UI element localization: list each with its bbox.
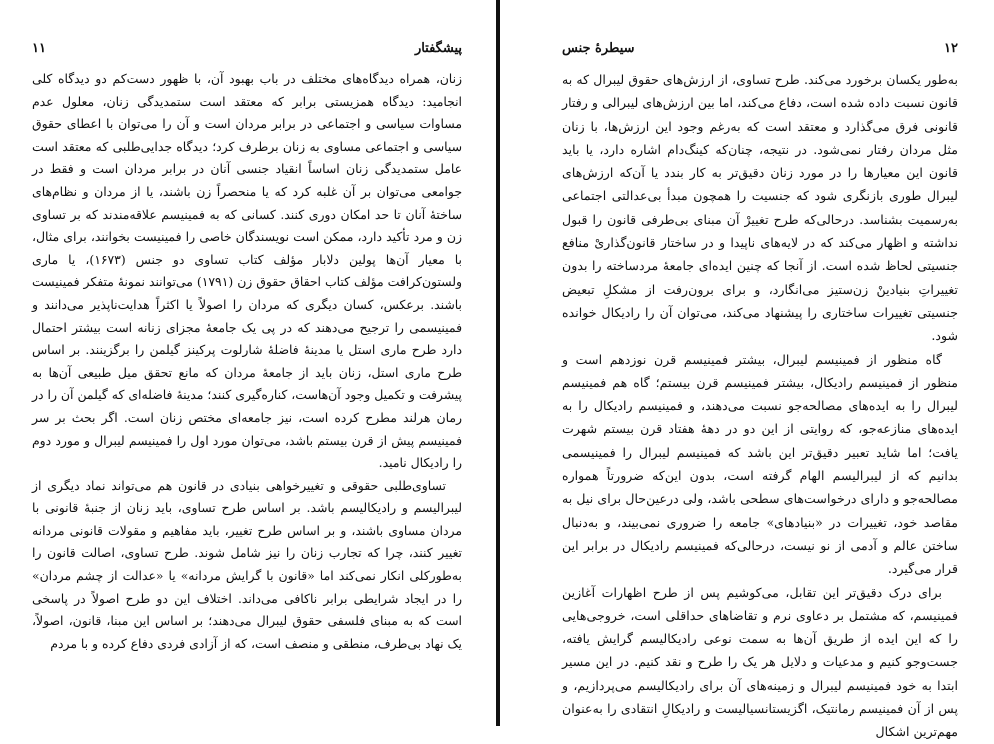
running-head: [562, 38, 958, 60]
paragraph: به‌طور یکسان برخورد می‌کند. طرح تساوی، از ارزش‌های حقوق لیبرال که به قانون نسبت داده شده است، دفاع می‌کند، اما بین ارزش‌های لیبرالی و رفتار قانونی فرق می‌گذارد و معتقد است که به‌رغم وجود این ارزش‌ها، با زنان مثل مردان رفتار نمی‌شود. در نتیجه، چنان‌که کینگ‌دام اشاره دارد، یا باید قانون این معیارها را در مورد زنان دقیق‌تر به کار بندد یا آن‌که ارزش‌های لیبرال طوری بازنگری شود که جنسیت را همچون مبدأ بی‌عدالتی اجتماعی به‌رسمیت بشناسد. درحالی‌که طرح تغییرْ آن مبنای بی‌طرفی قانون را قبول نداشته و اظهار می‌کند که در لایه‌های ناپیدا و در ساختار قانون‌گذاریْ منافع جنسیتی لحاظ شده است. از آنجا که چنین ایده‌ای جامعهٔ مردساخته را بدون تغییراتِ بنیادینْ زن‌ستیز می‌انگارد، و برای برون‌رفت از مشکلِ تبعیض جنسیتی تغییرات ساختاری را پیشنهاد می‌کند، می‌توان آن را رادیکال خوانده شود.: [562, 72, 958, 344]
body-text: [32, 68, 462, 655]
left-page: [0, 0, 496, 726]
running-head: [32, 38, 462, 60]
paragraph: زنان، همراه دیدگاه‌های مختلف در باب بهبود آن، با ظهور دست‌کم دو دیدگاه کلی انجامید: دیدگاه همزیستی برابر که معتقد است ستمدیدگی زنان، معلول عدم مساوات سیاسی و اجتماعی در برابر مردان است و آن را می‌توان با اعطای حقوق سیاسی و اجتماعی مساوی به زنان برطرف کرد؛ دیدگاه جدایی‌طلبی که معتقد است عامل ستمدیدگی زنان اساساً انقیاد جنسی آنان در برابر مردان است و فقط در جوامعی می‌توان بر آن غلبه کرد که یا منحصراً زن باشند، یا از مردان و نظام‌های ساختهٔ آنان تا حد امکان دوری کنند. کسانی که به فمینیسم علاقه‌مندند که بر تساوی زن و مرد تأکید دارد، ممکن است نویسندگان خاصی را فمینیست بخوانند، برای مثال، با معیار آن‌ها پولین دلابار مؤلف کتاب تساوی دو جنس (۱۶۷۳)، یا ماری ولستون‌کرافت مؤلف کتاب احقاق حقوق زن (۱۷۹۱) می‌توانند نمونهٔ متفکر فمینیست باشند. برعکس، کسان دیگری که مردان را اصولاً یا اکثراً هدایت‌ناپذیر می‌دانند و فمینیسمی را ترجیح می‌دهند که در پی یک جامعهٔ مجزای زنانه است بیشتر احتمال دارد طرح ماری استل یا مدینهٔ فاضلهٔ شارلوت پرکینز گیلمن را برگزینند. بر اساس طرح ماری استل، زنان باید از جامعهٔ مردان که مانع تحقق میل طبیعی آن‌ها به پیشرفت و تکمیل وجود آن‌هاست، کناره‌گیری کنند؛ مدینهٔ فاضله‌ای که گیلمن آن را در رمان هرلند مطرح کرده است، نیز جامعه‌ای مختص زنان است. اگر بحث بر سر فمینیسم پیش از قرن بیستم باشد، می‌توان مورد اول را فمینیسم لیبرال و مورد دوم را رادیکال نامید.: [32, 71, 463, 471]
running-title: پیشگفتار: [414, 41, 462, 56]
right-page: [500, 0, 994, 740]
page-number: ۱۱: [32, 41, 46, 56]
page-number: ۱۲: [944, 41, 958, 56]
paragraph: گاه منظور از فمینیسم لیبرال، بیشتر فمینیسم قرن نوزدهم است و منظور از فمینیسم رادیکال، بیشتر فمینیسم قرن بیستم؛ گاه هم فمینیسم لیبرال را به ایده‌های مصالحه‌جو نسبت می‌دهند، و فمینیسم رادیکال را به ایده‌های منازعه‌جو، که روایتی از این دو در دههٔ هفتاد قرن بیستم شهرت یافت؛ اما شاید تعبیر دقیق‌تر این باشد که فمینیسم لیبرال را فمینیسمی بدانیم که از لیبرالیسم الهام گرفته است، بدون این‌که ضرورتاً همواره مصالحه‌جو و دارای درخواست‌های سطحی باشد، ولی درعین‌حال برای نیل به مقاصد خود، تغییرات در «بنیادهای» جامعه را ضروری نمی‌بیند، و به‌دنبال ساختن عالم و آدمی از نو نیست، درحالی‌که فمینیسم رادیکال در برابر این قرار می‌گیرد.: [562, 351, 958, 577]
paragraph: تساوی‌طلبی حقوقی و تغییرخواهی بنیادی در قانون هم می‌تواند نماد دیگری از لیبرالیسم و رادیکالیسم باشد. بر اساس طرح تساوی، باید زنان از جنبهٔ قانونی با مردان مساوی باشند، و بر اساس طرح تغییر، باید مفاهیم و مقولات قانونی مردانه تغییر کنند، چرا که تجارب زنان را نیز شامل شوند. طرح تساوی، اصالت قانون را به‌طورکلی انکار نمی‌کند اما «قانون با گرایش مردانه» یا «عدالت از چشم مردان» را در ایجاد شرایطی برابر ناکافی می‌داند. اختلاف این دو طرح اصولاً در پاسخی است که به مبنای فلسفی حقوق لیبرال می‌دهند؛ بر اساس این مبنا، قانون، اصولاً، یک نهاد بی‌طرف، منطقی و منصف است، که از آزادی فردی دفاع کرده و با مردم: [32, 477, 462, 651]
body-text: [562, 68, 958, 744]
running-title: سیطرهٔ جنس: [562, 41, 635, 56]
paragraph: برای درک دقیق‌تر این تقابل، می‌کوشیم پس از طرح اظهارات آغازین فمینیسم، که مشتمل بر دعاوی نرم و تقاضاهای حداقلی است، خروجی‌هایی را که این ایده از طریق آن‌ها به سمت نوعی رادیکالیسم گرایش یافته، جست‌وجو کنیم و مدعیات و دلایل هر یک را طرح و نقد کنیم. در این مسیر ابتدا به خود فمینیسم لیبرال و زمینه‌های آن برای رادیکالیسم می‌پردازیم، و پس از آن فمینیسم رمانتیک، اگزیستانسیالیست و رادیکالِ انتقادی را به‌عنوان مهم‌ترین اشکال: [562, 584, 958, 740]
